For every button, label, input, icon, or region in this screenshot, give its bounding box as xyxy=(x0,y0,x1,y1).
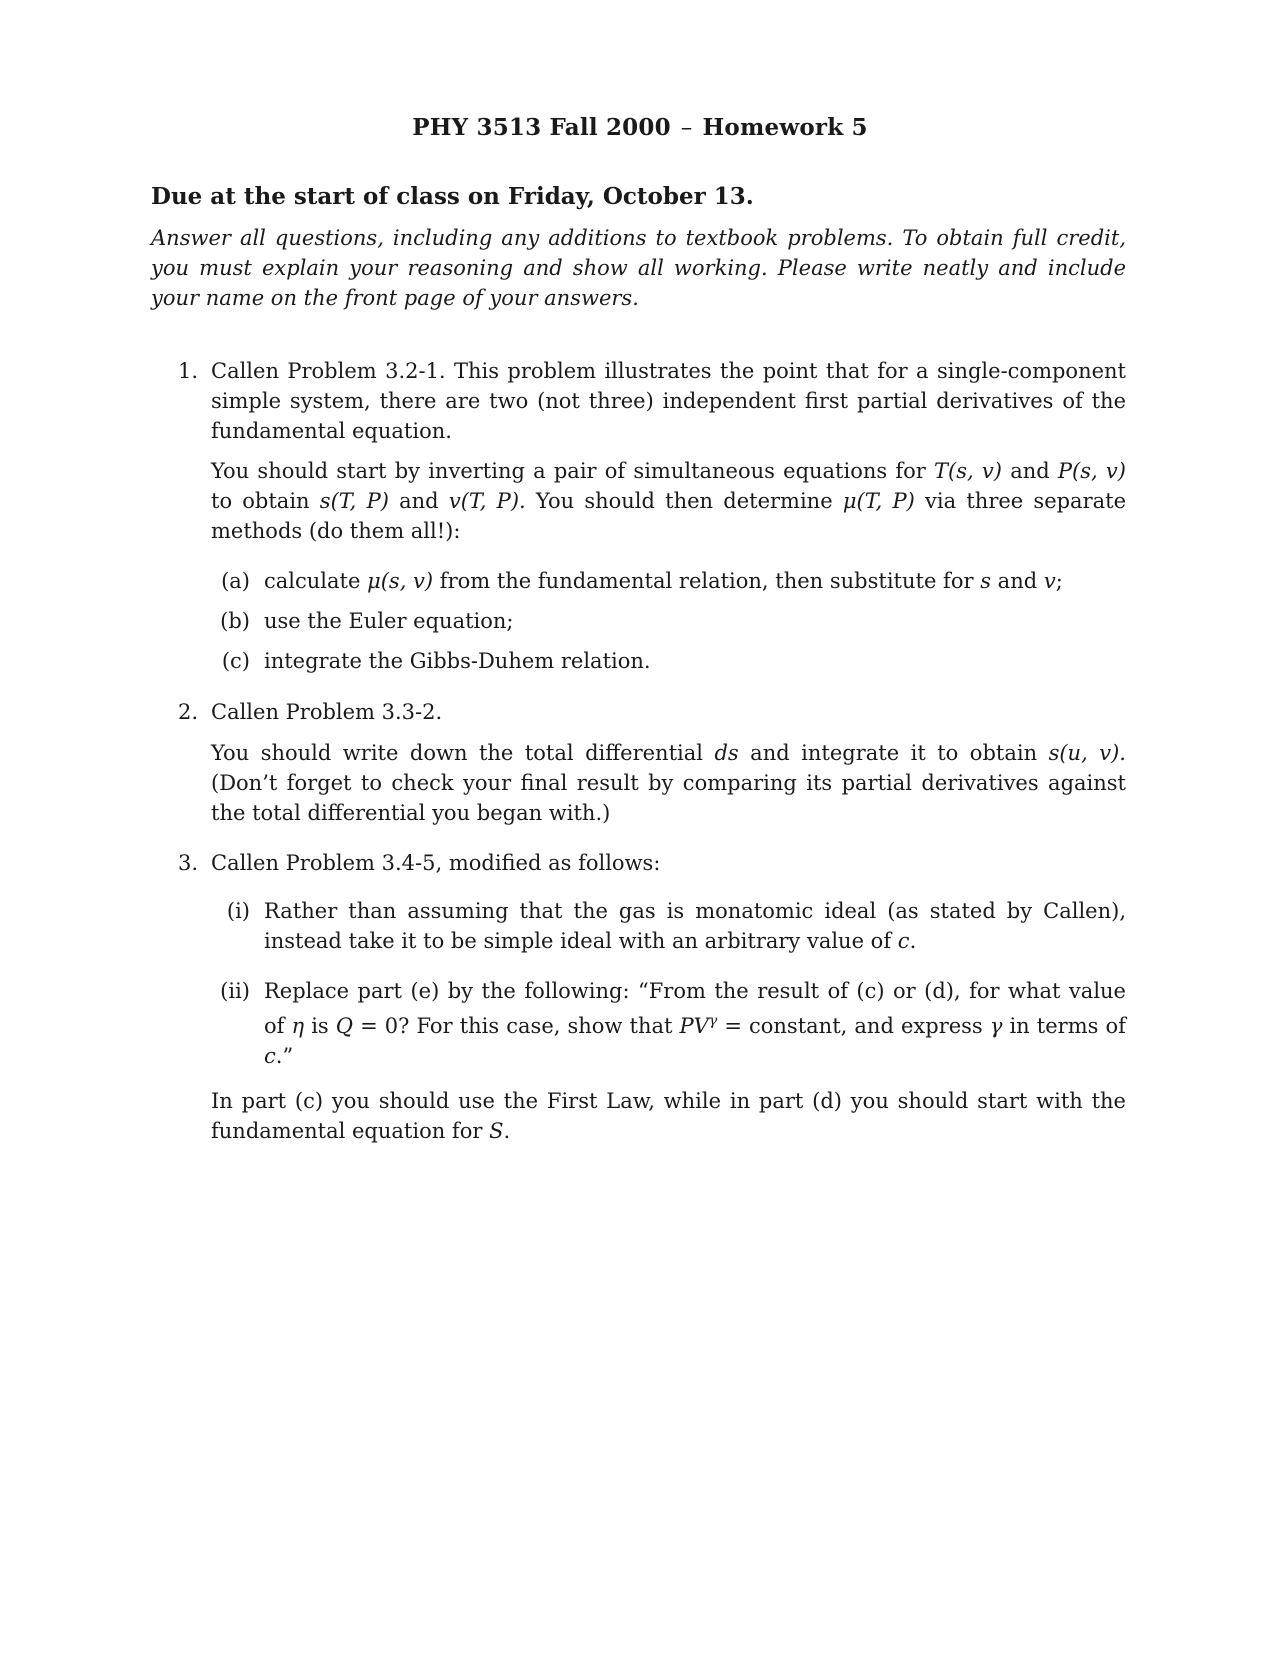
problem-3-closing: In part (c) you should use the First Law, while in part (d) you should start with the fundamental equation for S. xyxy=(211,1089,1126,1143)
problem-1-instructions: You should start by inverting a pair of simultaneous equations for T(s, v) and P(s, v) to obtain s(T, P) and v(T, P). You should then determine μ(T, P) via three separate methods (do them all!): xyxy=(211,459,1127,543)
math-P-s-v: P(s, v) xyxy=(1057,459,1126,483)
problem-2-intro: Callen Problem 3.3-2. xyxy=(211,700,443,724)
part-b-label: (b) xyxy=(220,609,250,633)
problem-3-number: 3. xyxy=(178,851,199,875)
instructions: Answer all questions, including any additions to textbook problems. To obtain full credit, you must explain your reasoning and show all working. Please write neatly and include your name on the front page of your answers. xyxy=(151,226,1126,310)
part-a-text: calculate μ(s, v) from the fundamental relation, then substitute for s and v; xyxy=(264,569,1063,593)
page-title xyxy=(0,114,1280,141)
mod-i-text: Rather than assuming that the gas is monatomic ideal (as stated by Callen), instead take it to be simple ideal with an arbitrary value of c. xyxy=(264,899,1126,953)
title-course: PHY 3513 Fall 2000 xyxy=(412,114,671,141)
problem-1-intro: Callen Problem 3.2-1. This problem illustrates the point that for a single-component simple system, there are two (not three) independent first partial derivatives of the fundamental equation. xyxy=(211,359,1126,443)
part-a-label: (a) xyxy=(221,569,250,593)
math-v-T-P: v(T, P). xyxy=(448,489,526,513)
math-s-T-P: s(T, P) xyxy=(319,489,389,513)
problem-2-number: 2. xyxy=(178,700,199,724)
math-ds: ds xyxy=(714,741,739,765)
part-c-label: (c) xyxy=(221,649,250,673)
title-dash: – xyxy=(680,115,693,141)
mod-i-label: (i) xyxy=(226,899,250,923)
math-mu-T-P: μ(T, P) xyxy=(842,489,915,513)
part-c-text: integrate the Gibbs-Duhem relation. xyxy=(264,649,651,673)
problem-3-intro: Callen Problem 3.4-5, modified as follows: xyxy=(211,851,661,875)
problem-1-number: 1. xyxy=(178,359,199,383)
math-T-s-v: T(s, v) xyxy=(934,459,1002,483)
mod-ii-label: (ii) xyxy=(220,979,250,1003)
part-b-text: use the Euler equation; xyxy=(264,609,514,633)
math-s-u-v: s(u, v). xyxy=(1048,741,1126,765)
mod-ii-text: Replace part (e) by the following: “From the result of (c) or (d), for what value of η is Q = 0? For this case, show that $PV^\gamma$ = constant, and express γ in terms of c.” xyxy=(264,979,1126,1068)
due-date: Due at the start of class on Friday, October 13. xyxy=(151,183,754,210)
problem-2-instructions: You should write down the total differential ds and integrate it to obtain s(u, v). (Don’t forget to check your final result by comparing its partial derivatives against the total differential you began with.) xyxy=(211,741,1126,825)
title-assignment: Homework 5 xyxy=(702,114,868,141)
